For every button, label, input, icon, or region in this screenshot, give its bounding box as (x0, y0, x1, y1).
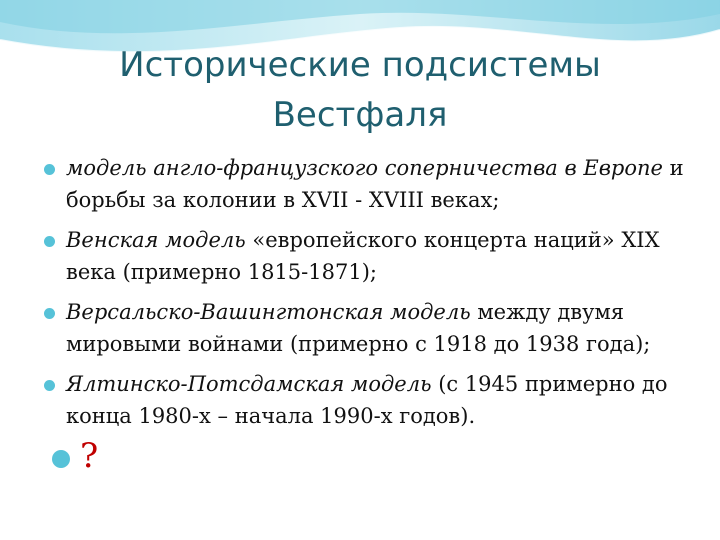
list-item (40, 368, 700, 432)
slide-title-line-1: Исторические подсистемы (119, 45, 601, 85)
bullet-dot-icon (44, 164, 55, 175)
question-mark: ? (80, 436, 99, 476)
bullet-dot-icon (52, 450, 70, 468)
bullet-dot-icon (44, 308, 55, 319)
slide-title (0, 40, 720, 140)
list-item-text: и борьбы за колонии в XVII - XVIII веках; (66, 156, 684, 212)
bullet-dot-icon (44, 236, 55, 247)
list-item (40, 152, 700, 216)
list-item-text: «европейского концерта наций» XIX века (примерно 1815-1871); (66, 228, 660, 284)
bullet-dot-icon (44, 380, 55, 391)
list-item-text: между двумя мировыми войнами (примерно с 1918 до 1938 года); (66, 300, 651, 356)
list-item-italic-text: Венская модель (66, 228, 246, 252)
question-item (52, 436, 98, 476)
list-item-text: (с 1945 примерно до конца 1980-х – начала 1990-х годов). (66, 372, 668, 428)
list-item-italic-text: Ялтинско-Потсдамская модель (66, 372, 432, 396)
list-item-italic-text: Версальско-Вашингтонская модель (66, 300, 471, 324)
list-item (40, 224, 700, 288)
list-item-italic-text: модель англо-французского соперничества в Европе (66, 156, 663, 180)
bullet-list (40, 152, 700, 440)
slide-title-line-2: Вестфаля (272, 95, 448, 135)
list-item (40, 296, 700, 360)
